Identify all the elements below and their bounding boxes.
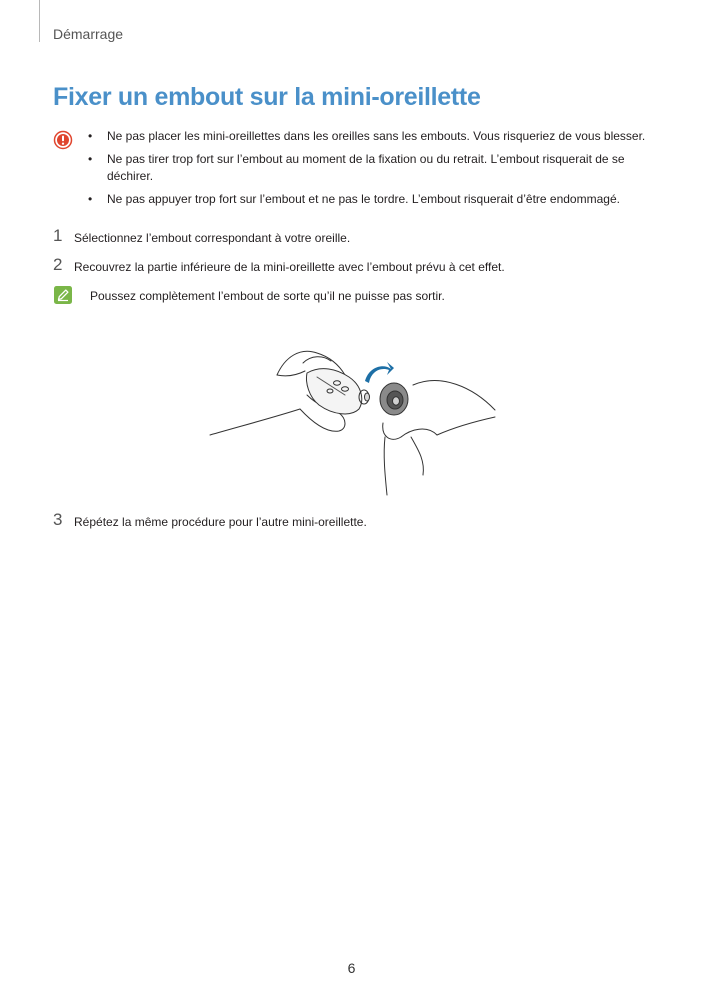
- caution-item-text: Ne pas placer les mini-oreillettes dans les oreilles sans les embouts. Vous risqueriez de vous blesser.: [107, 129, 646, 143]
- step-number: 2: [53, 255, 63, 274]
- caution-item-text: Ne pas appuyer trop fort sur l’embout et ne pas le tordre. L’embout risquerait d’être endommagé.: [107, 192, 620, 206]
- note-icon: [53, 285, 73, 305]
- step-text: Répétez la même procédure pour l’autre mini-oreillette.: [74, 515, 367, 529]
- bullet: •: [88, 192, 93, 206]
- arrow-icon: [365, 362, 394, 383]
- page-title: Fixer un embout sur la mini-oreillette: [53, 83, 481, 111]
- bullet: •: [88, 152, 93, 166]
- earbud-tip-illustration: [205, 325, 500, 500]
- step-text: Sélectionnez l’embout correspondant à votre oreille.: [74, 231, 351, 245]
- step-number: 1: [53, 226, 63, 245]
- breadcrumb: Démarrage: [53, 26, 124, 42]
- caution-item: [84, 191, 659, 208]
- page-number: 6: [347, 960, 356, 976]
- step-text: Recouvrez la partie inférieure de la mini-oreillette avec l’embout prévu à cet effet.: [74, 260, 505, 274]
- bullet: •: [88, 129, 93, 143]
- caution-item: [84, 128, 659, 145]
- caution-item: [84, 151, 659, 185]
- header-rule: [39, 0, 40, 42]
- caution-item-text: Ne pas tirer trop fort sur l’embout au moment de la fixation ou du retrait. L’embout risquerait de se déchirer.: [107, 152, 625, 183]
- caution-icon: [53, 130, 73, 150]
- caution-list: [84, 128, 659, 214]
- note-text: Poussez complètement l’embout de sorte qu’il ne puisse pas sortir.: [90, 289, 445, 303]
- step-number: 3: [53, 510, 63, 529]
